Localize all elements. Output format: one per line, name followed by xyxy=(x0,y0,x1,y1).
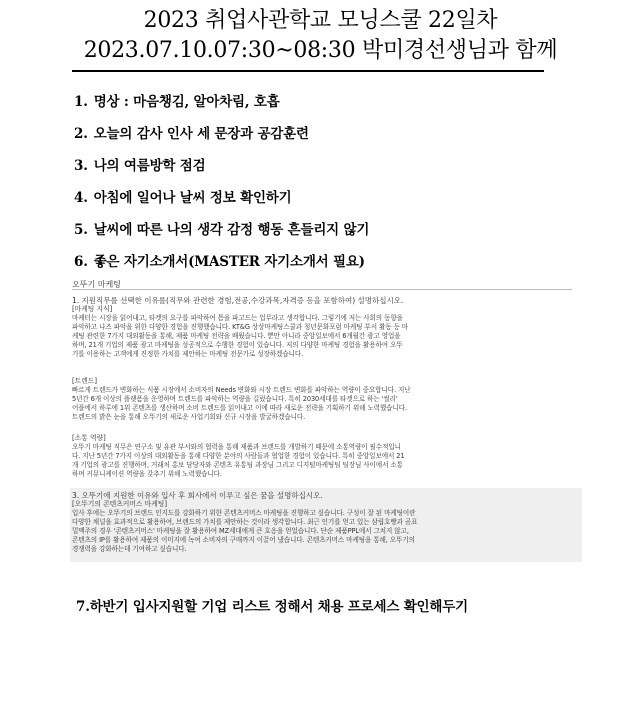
paragraph-line: 콘텐츠의 IP를 활용하여 제품의 이미지에 녹여 소비자의 구매까지 이끌어 냈습니다. 콘텐츠커머스 마케팅을 통해, 오뚜기의 xyxy=(72,536,415,544)
paragraph-line: 밀맥주의 경우 '콘텐츠커머스' 마케팅을 잘 활용하여 MZ세대에게 큰 호응을 얻었습니다. 단순 제품PPL에서 그치지 않고, xyxy=(72,527,409,535)
essay-question-1-block xyxy=(72,296,572,359)
paragraph-line: 5년간 6개 이상의 플랫폼을 운영하며 트렌드를 파악하는 역량을 길렀습니다. 특히 2030세대를 타겟으로 하는 '썰리' xyxy=(72,395,398,403)
paragraph-line: 다양한 채널을 효과적으로 활용하여, 브랜드의 가치를 제안하는 것이라 생각합니다. 최근 인기를 얻고 있는 삼립호빵과 곰표 xyxy=(72,518,418,526)
paragraph-line: 다. 지난 5년간 7가지 이상의 대외활동을 통해 다양한 분야의 사람들과 협업한 경험이 있습니다. 특히 중앙일보에서 21 xyxy=(72,452,405,460)
document-subtitle: 2023.07.10.07:30~08:30 박미경선생님과 함께 xyxy=(83,38,558,63)
paragraph-line: 케팅 관련한 7가지 대외활동을 통해, 제품 마케팅 전략을 배웠습니다. 뿐만 아니라 중앙일보에서 6개월간 광고 영업을 xyxy=(72,332,401,340)
paragraph-line: 어플에서 하루에 1위 콘텐츠를 생산하며 소비 트렌드를 읽어내고 이에 따라 새로운 전략을 기획하기 위해 노력했습니다. xyxy=(72,404,407,412)
paragraph-line: 하며 커뮤니케이션 역량을 갖추기 위해 노력했습니다. xyxy=(72,470,222,478)
paragraph-line: 입사 후에는 오뚜기의 브랜드 인지도를 강화하기 위한 콘텐츠커머스 마케팅을 진행하고 싶습니다. 구성이 잘 된 마케팅이란 xyxy=(72,509,416,517)
agenda-item-5: 5. 날씨에 따른 나의 생각 감정 행동 흔들리지 않기 xyxy=(74,222,370,238)
document-header xyxy=(0,6,641,66)
essay-question-3-block xyxy=(72,491,572,554)
paragraph-line: 개 기업의 광고를 진행하며, 거래처 홍보 담당자와 콘텐츠 유통팀 과장님 그리고 디지털마케팅팀 팀장님 사이에서 소통 xyxy=(72,461,403,469)
agenda-item-2: 2. 오늘의 감사 인사 세 문장과 공감훈련 xyxy=(74,126,309,142)
essay-section-trend xyxy=(72,377,572,422)
paragraph-line: 트렌드의 밝은 눈을 통해 오뚜기의 새로운 사업기회와 신규 시장을 발굴하겠습니다. xyxy=(72,413,306,421)
agenda-item-6: 6. 좋은 자기소개서(MASTER 자기소개서 필요) xyxy=(74,254,365,270)
essay-question-1: 1. 지원직무를 선택한 이유를(직무와 관련한 경험,전공,수강과목,자격증 등을 포함하여) 설명하십시오. xyxy=(72,296,404,305)
header-divider xyxy=(72,70,544,72)
section-title-communication: [소통 역량] xyxy=(72,434,106,442)
agenda-item-7: 7.하반기 입사지원할 기업 리스트 정해서 채용 프로세스 확인해두기 xyxy=(76,599,468,615)
paragraph-line: 오뚜기 마케팅 직무은 연구소 및 유관 부서와의 협력을 통해 제품과 브랜드를 개발하기 때문에 소통역량이 필수적입니 xyxy=(72,443,401,451)
essay-tab-divider xyxy=(72,289,572,290)
paragraph-line: 마케터는 시장을 읽어내고, 타겟의 요구를 파악하여 틈을 파고드는 업무라고 생각합니다. 그렇기에 저는 사회의 동향을 xyxy=(72,314,403,322)
agenda-item-4: 4. 아침에 일어나 날씨 정보 확인하기 xyxy=(74,190,292,206)
essay-question-3: 3. 오뚜기에 지원한 이유와 입사 후 회사에서 이루고 싶은 꿈을 설명하십시오. xyxy=(72,491,323,500)
paragraph-line: 경쟁력을 강화하는데 기여하고 싶습니다. xyxy=(72,545,187,553)
section-title-marketing: [마케팅 지식] xyxy=(72,305,113,313)
paragraph-line: 기를 이용하는 고객에게 진정한 가치를 제안하는 마케팅 전문가로 성장하겠습니다. xyxy=(72,350,304,358)
paragraph-line: 하며, 21개 기업의 제품 광고 마케팅을 성공적으로 수행한 경험이 있습니다. 저의 다양한 마케팅 경험을 활용하여 오뚜 xyxy=(72,341,403,349)
essay-section-communication xyxy=(72,434,572,479)
document-title: 2023 취업사관학교 모닝스쿨 22일차 xyxy=(143,8,498,33)
paragraph-line: 파악하고 나즈 파악을 위한 다양한 경험을 진행했습니다. KT&G 상상마케팅스쿨과 청년문화포럼 마케팅 부서 활동 등 마 xyxy=(72,323,409,331)
agenda-item-1: 1. 명상 : 마음챙김, 알아차림, 호흡 xyxy=(74,94,280,110)
section-title-trend: [트렌드] xyxy=(72,377,98,385)
paragraph-line: 빠르게 트렌드가 변화하는 식품 시장에서 소비자의 Needs 변화와 시장 트렌드 변화를 파악하는 역량이 중요합니다. 지난 xyxy=(72,386,411,394)
section-title-content-commerce: [오뚜기의 콘텐츠커머스 마케팅] xyxy=(72,500,167,508)
essay-tab-label: 오뚜기 마케팅 xyxy=(72,280,121,289)
agenda-item-3: 3. 나의 여름방학 점검 xyxy=(74,158,206,174)
